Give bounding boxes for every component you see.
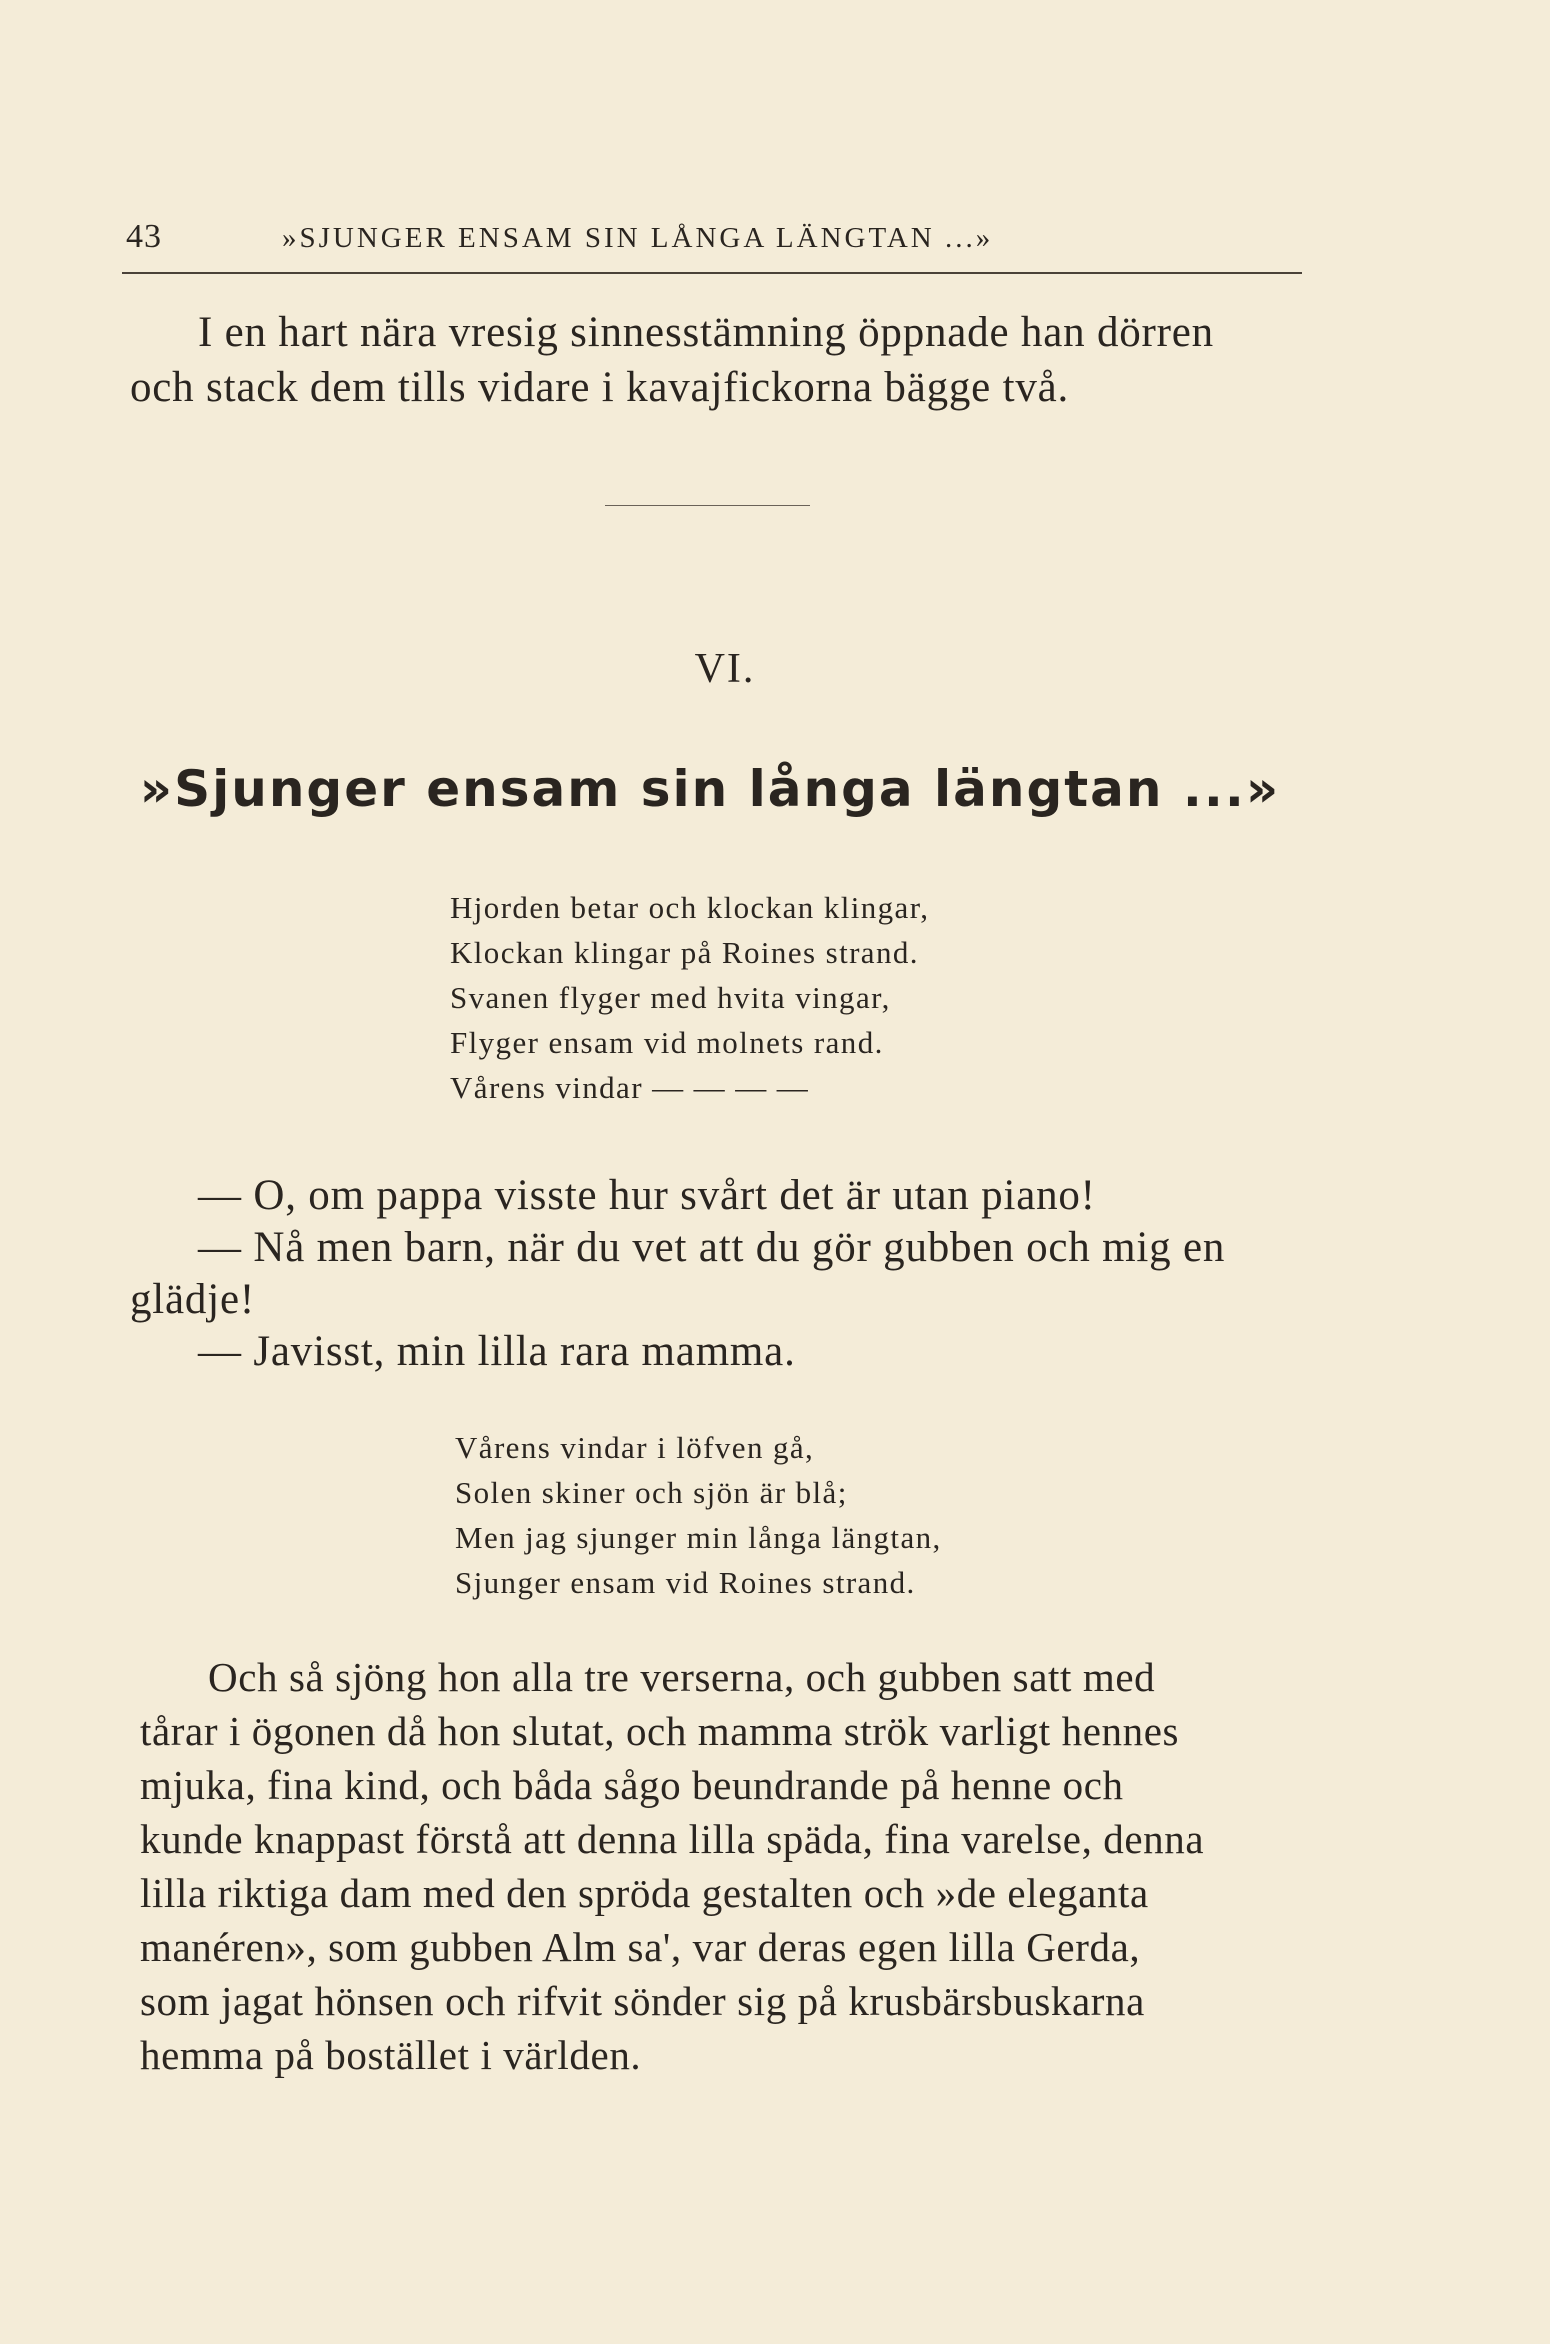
verse-line: Vårens vindar — — — — <box>450 1070 810 1105</box>
chapter-title: »Sjunger ensam sin långa längtan ...» <box>139 760 1281 818</box>
opening-paragraph <box>130 305 1330 415</box>
text-line: I en hart nära vresig sinnesstämning öppnade han dörren <box>198 309 1214 356</box>
verse-line: Solen skiner och sjön är blå; <box>455 1475 848 1510</box>
verse-line: Svanen flyger med hvita vingar, <box>450 980 891 1015</box>
page-header <box>122 212 1302 274</box>
verse-line: Flyger ensam vid molnets rand. <box>450 1025 884 1060</box>
text-line: mjuka, fina kind, och båda sågo beundrande på henne och <box>140 1762 1124 1808</box>
dialogue <box>130 1170 1310 1378</box>
page-number: 43 <box>126 218 162 255</box>
text-line: lilla riktiga dam med den spröda gestalten och »de eleganta <box>140 1870 1149 1916</box>
running-head: »SJUNGER ENSAM SIN LÅNGA LÄNGTAN ...» <box>282 222 994 254</box>
text-line: Och så sjöng hon alla tre verserna, och gubben satt med <box>208 1654 1156 1700</box>
verse-line: Vårens vindar i löfven gå, <box>455 1430 815 1465</box>
dialogue-line: — Javisst, min lilla rara mamma. <box>198 1328 796 1375</box>
verse-line: Hjorden betar och klockan klingar, <box>450 890 930 925</box>
dialogue-line: — O, om pappa visste hur svårt det är utan piano! <box>198 1172 1096 1219</box>
text-line: kunde knappast förstå att denna lilla späda, fina varelse, denna <box>140 1816 1205 1862</box>
closing-paragraph <box>140 1650 1320 2082</box>
verse-stanza-2 <box>455 1425 942 1605</box>
text-line: hemma på bostället i världen. <box>140 2032 642 2078</box>
verse-stanza-1 <box>450 885 929 1110</box>
verse-line: Sjunger ensam vid Roines strand. <box>455 1565 916 1600</box>
chapter-number: VI. <box>694 646 756 692</box>
text-line: och stack dem tills vidare i kavajfickorna bägge två. <box>130 364 1070 411</box>
dialogue-line: — Nå men barn, när du vet att du gör gubben och mig en glädje! <box>130 1224 1226 1323</box>
text-line: manéren», som gubben Alm sa', var deras egen lilla Gerda, <box>140 1924 1141 1970</box>
text-line: som jagat hönsen och rifvit sönder sig på krusbärsbuskarna <box>140 1978 1145 2024</box>
verse-line: Klockan klingar på Roines strand. <box>450 935 919 970</box>
verse-line: Men jag sjunger min långa längtan, <box>455 1520 942 1555</box>
text-line: tårar i ögonen då hon slutat, och mamma strök varligt hennes <box>140 1708 1180 1754</box>
section-divider <box>605 505 810 506</box>
